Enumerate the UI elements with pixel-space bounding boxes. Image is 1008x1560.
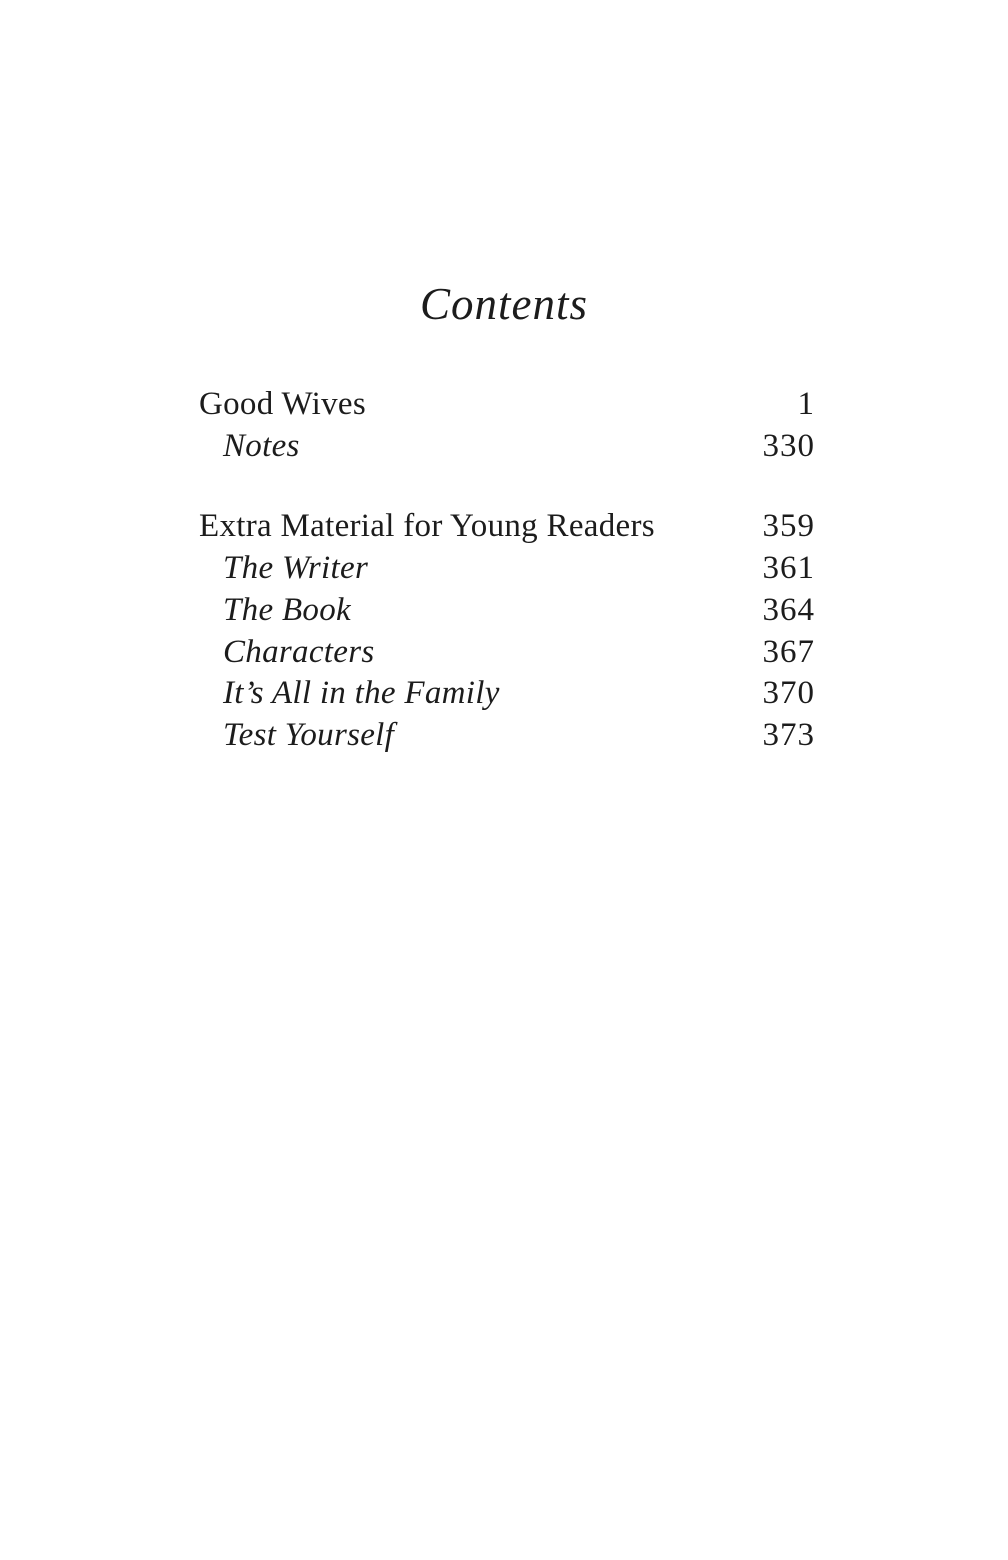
toc-group — [199, 384, 815, 467]
toc-entry-page-number: 330 — [762, 427, 815, 464]
toc-entry — [199, 673, 815, 715]
toc-entry — [199, 632, 815, 674]
page-title: Contents — [419, 279, 588, 329]
toc-entry-page-number: 364 — [762, 591, 815, 628]
toc-entry-page-number: 373 — [762, 716, 815, 753]
toc-entry-label: Test Yourself — [223, 716, 395, 753]
toc-entry-page-number: 367 — [762, 633, 815, 670]
toc-entry — [199, 715, 815, 757]
toc-entry-label: Extra Material for Young Readers — [199, 508, 655, 545]
toc-entry-label: Characters — [223, 633, 375, 670]
toc-entry-label: The Writer — [223, 550, 369, 587]
toc-entry-page-number: 1 — [797, 386, 815, 422]
toc-entry-label: The Book — [223, 591, 351, 628]
toc-entry — [199, 506, 815, 548]
toc-entry — [199, 548, 815, 590]
toc-group — [199, 506, 815, 756]
table-of-contents — [199, 384, 815, 757]
toc-entry-page-number: 370 — [762, 675, 815, 712]
toc-entry-page-number: 361 — [762, 550, 815, 587]
toc-entry-label: Notes — [223, 427, 300, 464]
toc-entry — [199, 426, 815, 468]
toc-entry-page-number: 359 — [762, 508, 815, 545]
toc-entry-label: Good Wives — [199, 386, 366, 422]
toc-entry-label: It’s All in the Family — [223, 675, 500, 712]
toc-entry — [199, 384, 815, 426]
toc-entry — [199, 590, 815, 632]
